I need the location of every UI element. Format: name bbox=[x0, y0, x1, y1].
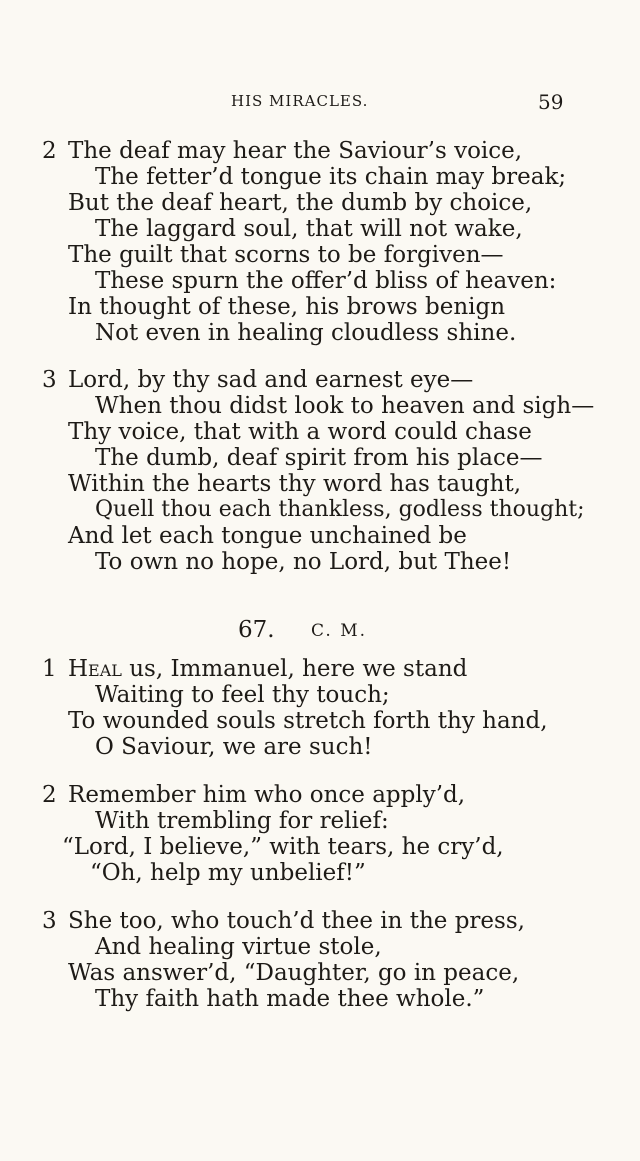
verse-line: Not even in healing cloudless shine. bbox=[95, 320, 517, 346]
verse-line: She too, who touch’d thee in the press, bbox=[68, 908, 525, 934]
hymn-meter: C. M. bbox=[311, 621, 368, 641]
verse-line: To own no hope, no Lord, but Thee! bbox=[95, 549, 512, 575]
verse-line: Within the hearts thy word has taught, bbox=[68, 471, 522, 497]
verse-line: Was answer’d, “Daughter, go in peace, bbox=[68, 960, 520, 986]
verse-line: When thou didst look to heaven and sigh— bbox=[95, 393, 595, 419]
opening-line-rest: us, Immanuel, here we stand bbox=[121, 656, 468, 682]
stanza-number: 3 bbox=[42, 908, 57, 934]
verse-line: To wounded souls stretch forth thy hand, bbox=[68, 708, 548, 734]
running-head: HIS MIRACLES. bbox=[231, 92, 369, 110]
verse-line: The guilt that scorns to be forgiven— bbox=[68, 242, 504, 268]
verse-line: Quell thou each thankless, godless thought; bbox=[95, 497, 585, 522]
verse-line: Lord, by thy sad and earnest eye— bbox=[68, 367, 474, 393]
verse-line: These spurn the offer’d bliss of heaven: bbox=[95, 268, 557, 294]
verse-line: In thought of these, his brows benign bbox=[68, 294, 506, 320]
hymn-number: 67. bbox=[238, 617, 275, 643]
verse-line: With trembling for relief: bbox=[95, 808, 389, 834]
verse-line: “Lord, I believe,” with tears, he cry’d, bbox=[62, 834, 504, 860]
stanza-number: 2 bbox=[42, 138, 57, 164]
page-number: 59 bbox=[538, 90, 564, 114]
verse-line: And healing virtue stole, bbox=[95, 934, 382, 960]
verse-line: But the deaf heart, the dumb by choice, bbox=[68, 190, 533, 216]
stanza-number: 2 bbox=[42, 782, 57, 808]
verse-line: The fetter’d tongue its chain may break; bbox=[95, 164, 567, 190]
verse-line: The dumb, deaf spirit from his place— bbox=[95, 445, 543, 471]
page-header bbox=[0, 90, 640, 114]
verse-line-first bbox=[68, 656, 467, 682]
verse-line: And let each tongue unchained be bbox=[68, 523, 467, 549]
opening-word: Heal bbox=[68, 656, 122, 682]
verse-line: Thy faith hath made thee whole.” bbox=[95, 986, 485, 1012]
verse-line: O Saviour, we are such! bbox=[95, 734, 373, 760]
verse-line: The laggard soul, that will not wake, bbox=[95, 216, 523, 242]
verse-line: Thy voice, that with a word could chase bbox=[68, 419, 532, 445]
verse-line: Waiting to feel thy touch; bbox=[95, 682, 390, 708]
hymn-heading bbox=[0, 617, 640, 647]
verse-line: Remember him who once apply’d, bbox=[68, 782, 466, 808]
stanza-number: 1 bbox=[42, 656, 57, 682]
stanza-number: 3 bbox=[42, 367, 57, 393]
verse-line: “Oh, help my unbelief!” bbox=[90, 860, 366, 886]
verse-line: The deaf may hear the Saviour’s voice, bbox=[68, 138, 523, 164]
